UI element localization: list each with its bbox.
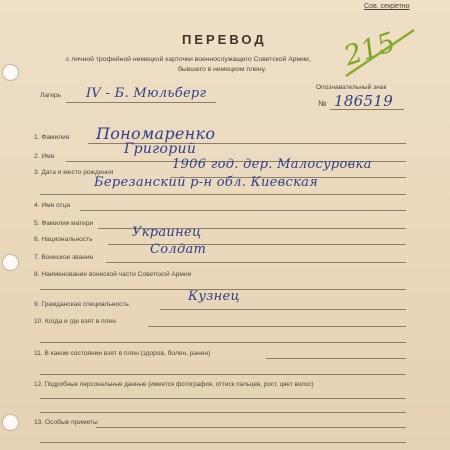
field-line: [40, 412, 406, 413]
field-label-mother-surname: 5. Фамилия матери: [34, 220, 94, 227]
field-label-capture-place: 10. Когда и где взят в плен: [34, 318, 116, 325]
field-label-capture-condition: 11. В каком состоянии взят в плен (здоров, болен, ранен): [34, 350, 211, 357]
field-value-surname: Пономаренко: [96, 124, 216, 143]
field-label-military-unit: 8. Наименование воинской части Советской Армии: [34, 271, 192, 278]
document-title: ПЕРЕВОД: [182, 32, 267, 47]
id-number-label: Опознавательный знак: [316, 84, 387, 91]
camp-value: IV - Б. Мюльберг: [86, 86, 207, 101]
field-line: [148, 326, 406, 327]
id-number-value: 186519: [334, 92, 394, 110]
camp-label: Лагерь: [40, 92, 62, 99]
field-label-rank: 7. Воинское звание: [34, 254, 94, 261]
field-label-civil-profession: 9. Гражданская специальность: [34, 301, 129, 308]
field-line: [40, 194, 406, 195]
field-line: [106, 262, 406, 263]
field-value-first-name: Григорий: [124, 141, 197, 157]
field-line: [40, 342, 406, 343]
field-line: [80, 210, 406, 211]
field-label-nationality: 6. Национальность: [34, 236, 93, 243]
id-number-prefix: №: [318, 99, 327, 108]
field-label-first-name: 2. Имя: [34, 153, 55, 160]
field-line: [40, 398, 406, 399]
handwritten-stamp-number: 215: [340, 26, 400, 73]
field-line: [160, 309, 406, 310]
punch-hole: [2, 414, 19, 431]
field-label-personal-data: 12. Подробные персональные данные (имеется фотография, оттиск пальцев, рост, цвет волос): [34, 381, 314, 388]
camp-line: [66, 102, 216, 103]
field-value-nationality: Украинец: [132, 225, 202, 240]
secrecy-mark: Сов. секретно: [364, 3, 410, 10]
field-label-surname: 1. Фамилия: [34, 134, 70, 141]
field-line: [40, 374, 406, 375]
field-value-civil-profession: Кузнец: [188, 289, 240, 304]
field-value-birth-line-1: 1906 год. дер. Малосуровка: [172, 157, 372, 172]
punch-hole: [2, 64, 19, 81]
field-line: [96, 427, 406, 428]
field-label-special-marks: 13. Особые приметы: [34, 419, 98, 426]
field-label-birth: 3. Дата и место рождения: [34, 169, 114, 176]
punch-hole: [2, 254, 19, 271]
field-value-rank: Солдат: [150, 242, 207, 257]
field-value-birth-line-2: Березанский р-н обл. Киевская: [94, 175, 319, 190]
field-line: [266, 358, 406, 359]
id-number-line: [330, 109, 404, 110]
field-line: [40, 442, 406, 443]
subtitle-line-1: с личной трофейной немецкой карточки военнослужащего Советской Армии,: [66, 56, 311, 63]
subtitle-line-2: бывшего в немецком плену.: [178, 66, 267, 73]
field-label-father-name: 4. Имя отца: [34, 202, 70, 209]
